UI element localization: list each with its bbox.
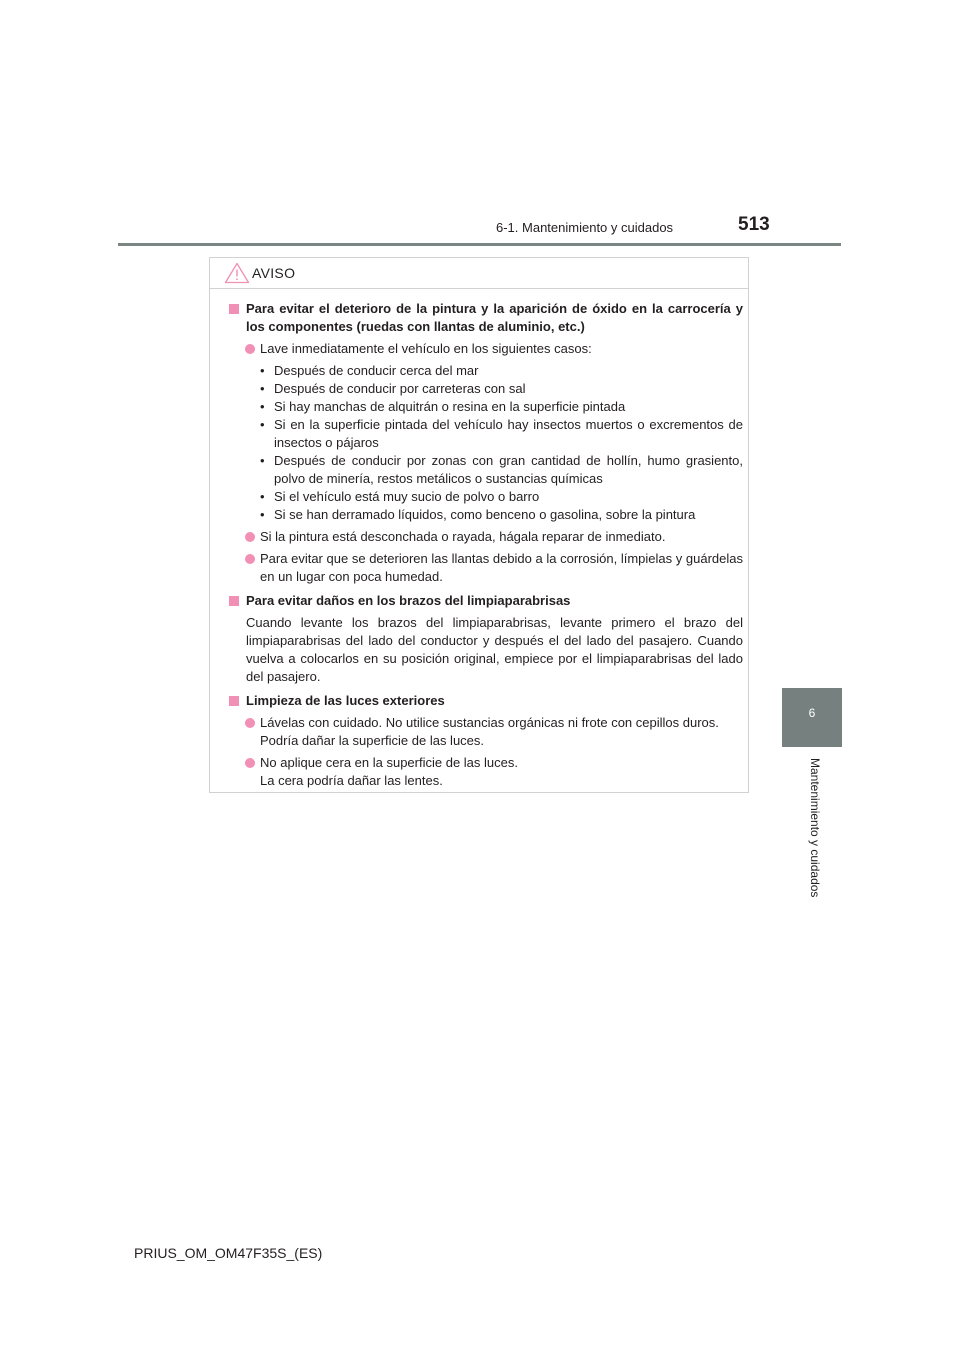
- list-item: Lave inmediatamente el vehículo en los siguientes casos:: [228, 340, 743, 358]
- page-number: 513: [738, 214, 770, 235]
- section-title: 6-1. Mantenimiento y cuidados: [496, 220, 674, 235]
- section-heading: Para evitar el deterioro de la pintura y la aparición de óxido en la carrocería y los componentes (ruedas con llantas de aluminio, etc.): [228, 300, 743, 336]
- section-exterior-lights: [228, 692, 743, 790]
- list-item: No aplique cera en la superficie de las luces. La cera podría dañar las lentes.: [228, 754, 743, 790]
- square-bullet-icon: [229, 596, 239, 606]
- section-wiper-arms: [228, 592, 743, 686]
- list-item: • Después de conducir cerca del mar: [274, 362, 743, 380]
- list-item: • Si el vehículo está muy sucio de polvo o barro: [274, 488, 743, 506]
- circle-bullet-icon: [245, 718, 255, 728]
- chapter-tab: [782, 688, 842, 747]
- list-item: • Si se han derramado líquidos, como benceno o gasolina, sobre la pintura: [274, 506, 743, 524]
- list-item: • Si en la superficie pintada del vehículo hay insectos muertos o excrementos de insectos o pájaros: [274, 416, 743, 452]
- list-item: • Después de conducir por zonas con gran cantidad de hollín, humo grasiento, polvo de minería, restos metálicos o sustancias químicas: [274, 452, 743, 488]
- warning-triangle-icon: [224, 262, 250, 284]
- section-paint-care: [228, 300, 743, 586]
- chapter-label: Mantenimiento y cuidados: [808, 758, 822, 898]
- warning-header: [210, 258, 748, 289]
- square-bullet-icon: [229, 304, 239, 314]
- section-paragraph: Cuando levante los brazos del limpiaparabrisas, levante primero el brazo del limpiaparabrisas del lado del conductor y después el del lado del pasajero. Cuando vuelva a colocarlos en su posición original, empiece por el limpiaparabrisas del lado del pasajero.: [246, 615, 743, 684]
- section-heading: Limpieza de las luces exteriores: [228, 692, 743, 710]
- header-rule: [118, 243, 841, 246]
- section-heading: Para evitar daños en los brazos del limpiaparabrisas: [228, 592, 743, 610]
- circle-bullet-icon: [245, 344, 255, 354]
- list-item: Para evitar que se deterioren las llantas debido a la corrosión, límpielas y guárdelas en un lugar con poca humedad.: [228, 550, 743, 586]
- document-code: PRIUS_OM_OM47F35S_(ES): [134, 1245, 323, 1261]
- chapter-number: 6: [808, 706, 816, 720]
- wash-cases-list: [228, 362, 743, 524]
- warning-label: AVISO: [252, 265, 296, 281]
- circle-bullet-icon: [245, 554, 255, 564]
- warning-content: [228, 300, 743, 790]
- list-item: • Después de conducir por carreteras con sal: [274, 380, 743, 398]
- circle-bullet-icon: [245, 532, 255, 542]
- warning-box: [209, 257, 749, 793]
- list-item: Lávelas con cuidado. No utilice sustancias orgánicas ni frote con cepillos duros. Podría dañar la superficie de las luces.: [228, 714, 743, 750]
- list-item: • Si hay manchas de alquitrán o resina en la superficie pintada: [274, 398, 743, 416]
- circle-bullet-icon: [245, 758, 255, 768]
- list-item: Si la pintura está desconchada o rayada, hágala reparar de inmediato.: [228, 528, 743, 546]
- square-bullet-icon: [229, 696, 239, 706]
